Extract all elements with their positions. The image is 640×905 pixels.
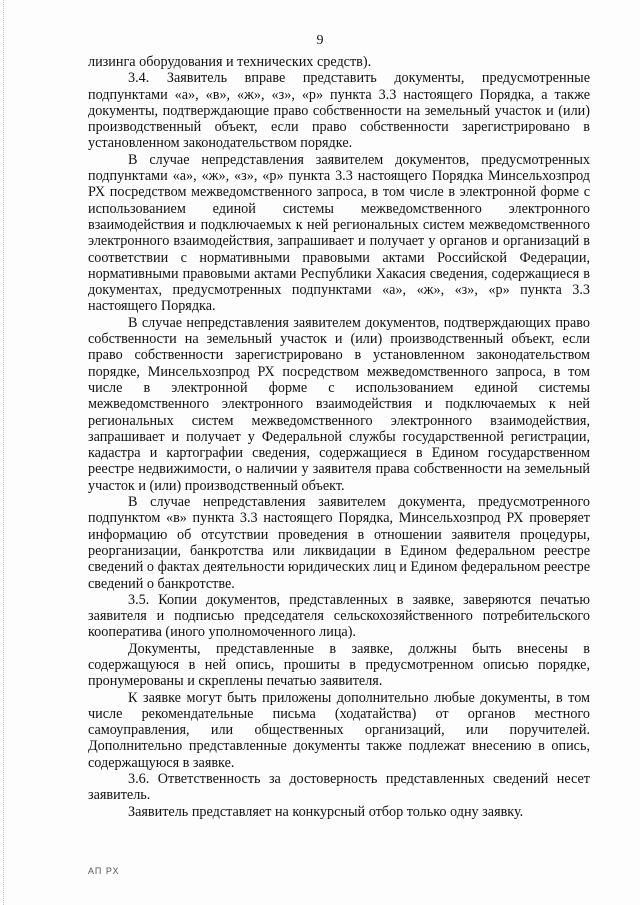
paragraph-3-5: 3.5. Копии документов, представленных в заявке, заверяются печатью заявителя и подписью председателя сельскохозяйственного потребительского кооператива (иного уполномоченного лица).: [88, 591, 590, 641]
footer-mark: АП РХ: [88, 866, 120, 876]
page-number: 9: [316, 33, 324, 48]
paragraph-continuation: лизинга оборудования и технических средств).: [88, 54, 372, 70]
paragraph-inventory: Документы, представленные в заявке, должны быть внесены в содержащуюся в ней опись, прошиты в предусмотренном описью порядке, пронумерованы и скреплены печатью заявителя.: [88, 640, 590, 690]
paragraph-3-4: 3.4. Заявитель вправе представить документы, предусмотренные подпунктами «а», «в», «ж», «з», «р» пункта 3.3 настоящего Порядка, а также документы, подтверждающие право собственности на земельный участок и (или) производственный объект, если право собственности зарегистрировано в установленном законодательством порядке.: [88, 70, 590, 152]
paragraph-3-6: 3.6. Ответственность за достоверность представленных сведений несет заявитель.: [88, 771, 590, 804]
paragraph-single-application: Заявитель представляет на конкурсный отбор только одну заявку.: [128, 803, 524, 820]
document-body: [88, 54, 590, 820]
paragraph-bankruptcy-check: В случае непредставления заявителем документа, предусмотренного подпунктом «в» пункта 3.3 настоящего Порядка, Минсельхозпрод РХ проверяет информацию об отсутствии проведения в отношении заявителя процедуры, реорганизации, банкротства или ликвидации в Едином федеральном реестре сведений о фактах деятельности юридических лиц и Едином федеральном реестре сведений о банкротстве.: [88, 494, 590, 592]
paragraph-additional-docs: К заявке могут быть приложены дополнительно любые документы, в том числе рекомендательные письма (ходатайства) от органов местного самоуправления, или общественных организаций, или поручителей. Дополнительно представленные документы также подлежат внесению в опись, содержащуюся в заявке.: [88, 689, 590, 771]
paragraph-interagency-request-docs: В случае непредставления заявителем документов, предусмотренных подпунктами «а», «ж», «з», «р» пункта 3.3 настоящего Порядка Минсельхозпрод РХ посредством межведомственного запроса, в том числе в электронной форме с использованием единой системы межведомственного электронного взаимодействия и подключаемых к ней региональных систем межведомственного электронного взаимодействия, запрашивает и получает у органов и организаций в соответствии с нормативными правовыми актами Российской Федерации, нормативными правовыми актами Республики Хакасия сведения, содержащиеся в документах, предусмотренных подпунктами «а», «ж», «з», «р» пункта 3.3 настоящего Порядка.: [88, 151, 590, 315]
paragraph-interagency-request-property: В случае непредставления заявителем документов, подтверждающих право собственности на земельный участок и (или) производственный объект, если право собственности зарегистрировано в установленном законодательством порядке, Минсельхозпрод РХ посредством межведомственного запроса, в том числе в электронной форме с использованием единой системы межведомственного электронного взаимодействия и подключаемых к ней региональных систем межведомственного электронного взаимодействия, запрашивает и получает у Федеральной службы государственной регистрации, кадастра и картографии сведения, содержащиеся в Едином государственном реестре недвижимости, о наличии у заявителя права собственности на земельный участок и (или) производственный объект.: [88, 314, 590, 494]
scan-edge: [3, 0, 5, 905]
